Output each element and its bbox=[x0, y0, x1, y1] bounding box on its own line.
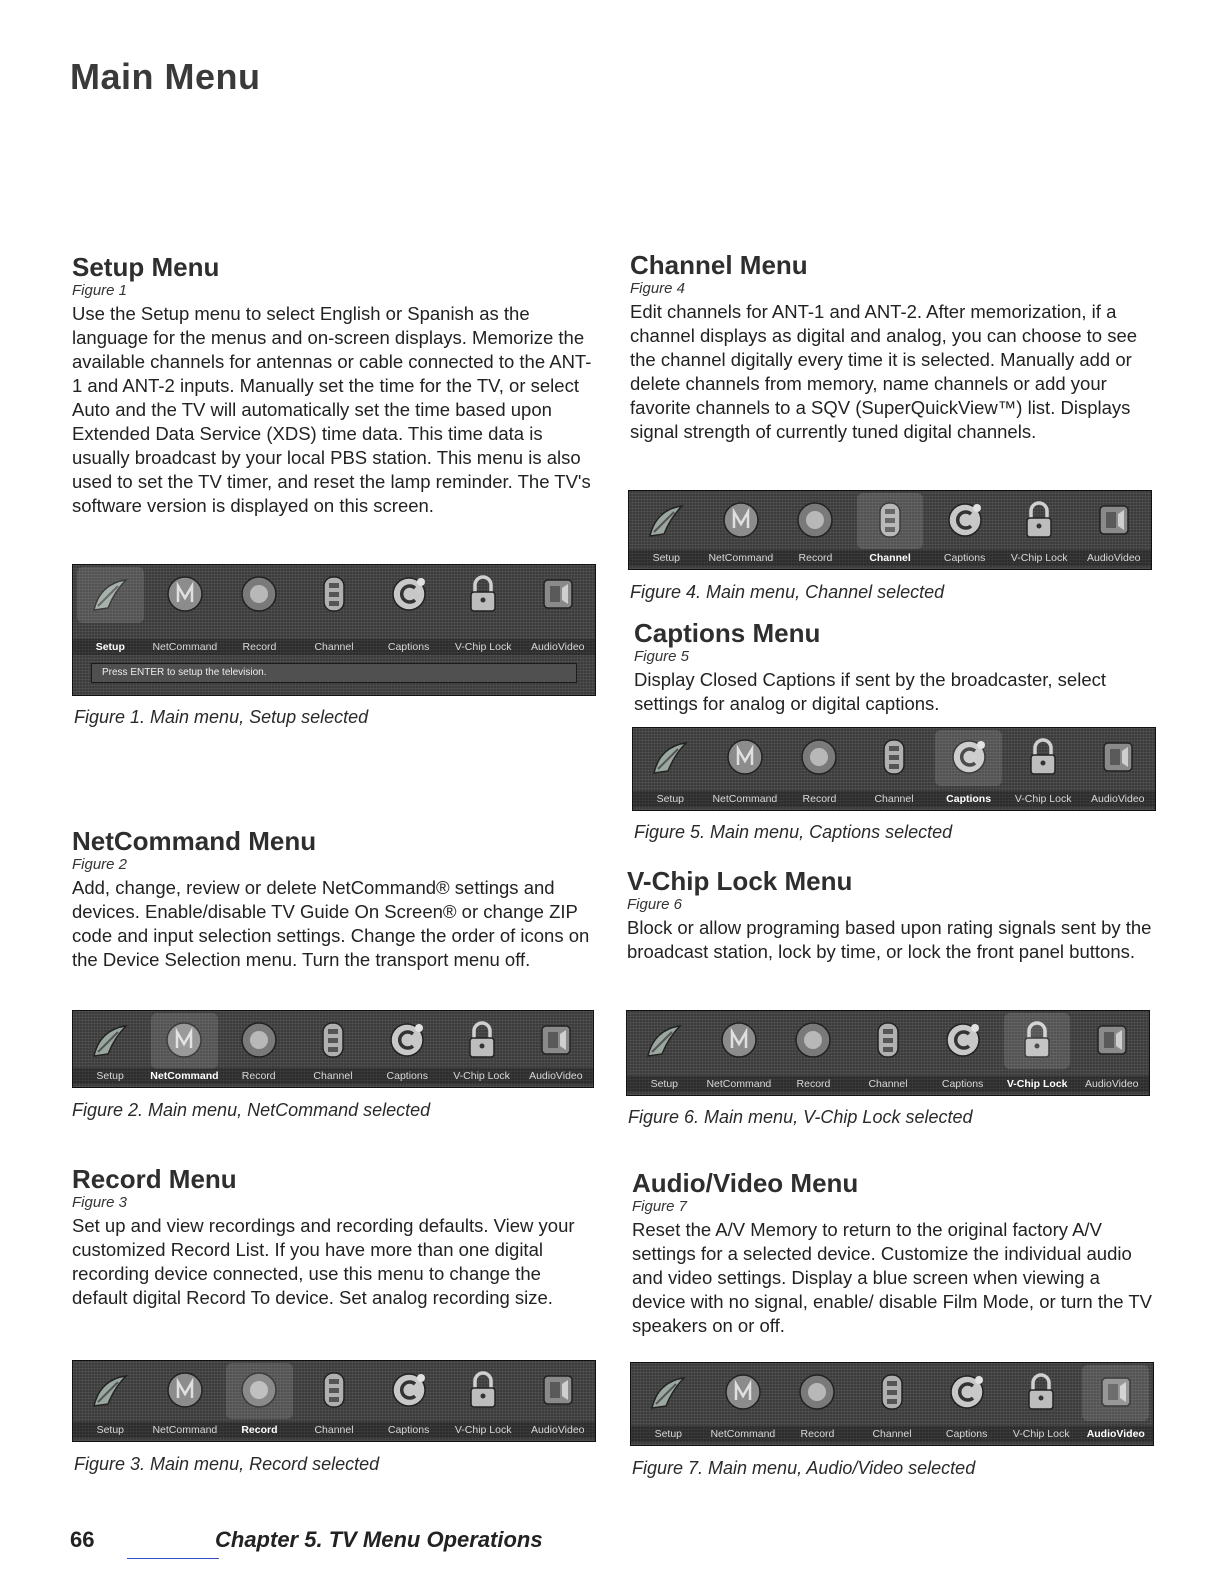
menu-label: V-Chip Lock bbox=[1010, 552, 1068, 564]
menu-label: Channel bbox=[874, 793, 914, 805]
menu-label: V-Chip Lock bbox=[454, 1424, 512, 1436]
menu-label-row bbox=[73, 1422, 595, 1438]
menu-label: Channel bbox=[868, 1078, 908, 1090]
section-body: Set up and view recordings and recording defaults. View your customized Record List. If you have more than one digital recording device connected, use this menu to change the default digital Record To device. Set analog recording size. bbox=[72, 1215, 575, 1308]
section-heading: Setup Menu bbox=[72, 252, 220, 282]
channel-icon bbox=[853, 497, 928, 543]
channel-icon bbox=[857, 734, 932, 780]
menu-label: NetCommand bbox=[706, 1078, 772, 1090]
section-body: Display Closed Captions if sent by the broadcaster, select settings for analog or digital captions. bbox=[634, 669, 1106, 714]
menu-label: Setup bbox=[650, 1078, 679, 1090]
figure-4-channel-menubar bbox=[628, 490, 1152, 570]
menu-label: AudioVideo bbox=[530, 641, 585, 653]
setup-menu-section bbox=[72, 252, 597, 518]
channel-icon bbox=[296, 1017, 370, 1063]
captions-icon bbox=[931, 734, 1006, 780]
figure-2-caption: Figure 2. Main menu, NetCommand selected bbox=[72, 1100, 431, 1120]
menu-label: Channel bbox=[313, 1070, 353, 1082]
vchip-lock-icon bbox=[1002, 497, 1077, 543]
menu-label: AudioVideo bbox=[1084, 1078, 1139, 1090]
section-body: Block or allow programing based upon rating signals sent by the broadcast station, lock by time, or lock the front panel buttons. bbox=[627, 917, 1152, 962]
menu-label-row bbox=[631, 1426, 1153, 1442]
menu-icon-row bbox=[631, 1369, 1153, 1415]
menu-label: Captions bbox=[946, 793, 992, 805]
audio-video-menu-section bbox=[632, 1168, 1154, 1338]
section-heading: Audio/Video Menu bbox=[632, 1168, 859, 1198]
menu-label: Captions bbox=[941, 1078, 984, 1090]
menu-label: AudioVideo bbox=[530, 1424, 585, 1436]
figure-reference: Figure 6 bbox=[627, 896, 683, 913]
menu-label: Channel bbox=[314, 641, 354, 653]
menu-label: Setup bbox=[96, 1424, 125, 1436]
audio-video-icon bbox=[1076, 497, 1151, 543]
menu-icon-row bbox=[627, 1017, 1149, 1063]
menu-label: Captions bbox=[387, 641, 430, 653]
figure-reference: Figure 7 bbox=[632, 1198, 688, 1215]
setup-icon bbox=[631, 1369, 706, 1415]
page-title: Main Menu bbox=[70, 56, 261, 97]
figure-reference: Figure 5 bbox=[634, 648, 690, 665]
menu-label: AudioVideo bbox=[529, 1070, 583, 1082]
setup-icon bbox=[633, 734, 708, 780]
section-body: Reset the A/V Memory to return to the original factory A/V settings for a selected device. Customize the individual audio and video settings. Display a blue screen when viewing a device with no signal, enable/ disable Film Mode, or turn the TV speakers on or off. bbox=[632, 1219, 1152, 1336]
figure-7-caption: Figure 7. Main menu, Audio/Video selected bbox=[632, 1458, 976, 1478]
menu-label: NetCommand bbox=[710, 1428, 776, 1440]
menu-label: Setup bbox=[95, 641, 125, 653]
menu-label: V-Chip Lock bbox=[1014, 793, 1072, 805]
menu-label: Captions bbox=[387, 1424, 430, 1436]
figure-reference: Figure 3 bbox=[72, 1194, 128, 1211]
menu-label: Captions bbox=[945, 1428, 988, 1440]
menu-label: V-Chip Lock bbox=[1006, 1078, 1068, 1090]
figure-reference: Figure 2 bbox=[72, 856, 128, 873]
menu-label: Record bbox=[802, 793, 837, 805]
channel-icon bbox=[297, 1367, 372, 1413]
setup-icon bbox=[627, 1017, 702, 1063]
netcommand-icon bbox=[148, 1367, 223, 1413]
menu-label: NetCommand bbox=[150, 1070, 219, 1082]
section-body: Add, change, review or delete NetCommand® settings and devices. Enable/disable TV Guide On Screen® or change ZIP code and input selection settings. Change the order of icons on the Device Selection menu. Turn the transport menu off. bbox=[72, 877, 590, 970]
record-icon bbox=[222, 1367, 297, 1413]
menu-label: Setup bbox=[656, 793, 685, 805]
audio-video-icon bbox=[520, 1367, 595, 1413]
menu-label-row bbox=[627, 1076, 1149, 1092]
menu-icon-row bbox=[73, 1017, 593, 1063]
setup-icon bbox=[629, 497, 704, 543]
section-heading: V-Chip Lock Menu bbox=[627, 866, 853, 896]
menu-label: Setup bbox=[96, 1070, 124, 1082]
captions-icon bbox=[927, 497, 1002, 543]
netcommand-icon bbox=[708, 734, 783, 780]
page-number: 66 bbox=[70, 1527, 95, 1552]
menu-label-row bbox=[73, 1068, 593, 1084]
channel-icon bbox=[855, 1369, 930, 1415]
audio-video-icon bbox=[520, 571, 595, 617]
menu-label: NetCommand bbox=[712, 793, 778, 805]
audio-video-icon bbox=[1074, 1017, 1149, 1063]
menu-label: AudioVideo bbox=[1090, 793, 1145, 805]
menu-icon-row bbox=[73, 571, 595, 617]
netcommand-icon bbox=[147, 1017, 221, 1063]
figure-3-caption: Figure 3. Main menu, Record selected bbox=[74, 1454, 380, 1474]
menu-icon-row bbox=[629, 497, 1151, 543]
figure-1-setup-menubar bbox=[72, 564, 596, 696]
menu-label: NetCommand bbox=[708, 552, 774, 564]
vchip-lock-icon bbox=[1006, 734, 1081, 780]
figure-5-caption: Figure 5. Main menu, Captions selected bbox=[634, 822, 953, 842]
menu-label: Channel bbox=[869, 552, 911, 564]
section-heading: Record Menu bbox=[72, 1164, 237, 1194]
netcommand-icon bbox=[148, 571, 223, 617]
setup-prompt-bar: Press ENTER to setup the television. bbox=[91, 663, 577, 683]
menu-label: Record bbox=[241, 1070, 276, 1082]
record-icon bbox=[780, 1369, 855, 1415]
record-icon bbox=[776, 1017, 851, 1063]
figure-7-audio-video-menubar bbox=[630, 1362, 1154, 1446]
menu-label: V-Chip Lock bbox=[453, 1070, 510, 1082]
menu-label: Channel bbox=[872, 1428, 912, 1440]
netcommand-icon bbox=[704, 497, 779, 543]
menu-label: Setup bbox=[652, 552, 681, 564]
setup-icon bbox=[73, 1017, 147, 1063]
vchip-lock-icon bbox=[444, 1017, 518, 1063]
netcommand-icon bbox=[706, 1369, 781, 1415]
menu-label: Record bbox=[798, 552, 833, 564]
menu-label: Setup bbox=[654, 1428, 683, 1440]
channel-icon bbox=[297, 571, 372, 617]
menu-label: V-Chip Lock bbox=[454, 641, 512, 653]
figure-6-caption: Figure 6. Main menu, V-Chip Lock selected bbox=[628, 1107, 973, 1127]
menu-label: V-Chip Lock bbox=[1012, 1428, 1070, 1440]
figure-1-caption: Figure 1. Main menu, Setup selected bbox=[74, 707, 369, 727]
vchip-lock-icon bbox=[446, 571, 521, 617]
section-heading: Captions Menu bbox=[634, 618, 821, 648]
menu-label-row bbox=[73, 639, 595, 655]
setup-icon bbox=[73, 1367, 148, 1413]
menu-label: AudioVideo bbox=[1086, 1428, 1145, 1440]
section-heading: Channel Menu bbox=[630, 250, 808, 280]
menu-icon-row bbox=[633, 734, 1155, 780]
vchip-lock-icon bbox=[1000, 1017, 1075, 1063]
menu-label: Record bbox=[800, 1428, 835, 1440]
menu-label: Captions bbox=[943, 552, 986, 564]
captions-icon bbox=[371, 1367, 446, 1413]
captions-menu-section bbox=[634, 618, 1154, 716]
record-menu-section bbox=[72, 1164, 597, 1310]
figure-4-caption: Figure 4. Main menu, Channel selected bbox=[630, 582, 945, 602]
section-heading: NetCommand Menu bbox=[72, 826, 317, 856]
menu-label: NetCommand bbox=[152, 641, 218, 653]
setup-icon bbox=[73, 571, 148, 617]
audio-video-icon bbox=[1080, 734, 1155, 780]
captions-icon bbox=[929, 1369, 1004, 1415]
footer-rule bbox=[127, 1558, 219, 1559]
vchip-lock-icon bbox=[1004, 1369, 1079, 1415]
record-icon bbox=[782, 734, 857, 780]
menu-label: AudioVideo bbox=[1086, 552, 1141, 564]
figure-6-vchip-lock-menubar bbox=[626, 1010, 1150, 1096]
channel-menu-section bbox=[630, 250, 1155, 444]
menu-label: Record bbox=[241, 1424, 278, 1436]
record-icon bbox=[222, 571, 297, 617]
figure-3-record-menubar bbox=[72, 1360, 596, 1442]
captions-icon bbox=[371, 571, 446, 617]
record-icon bbox=[222, 1017, 296, 1063]
audio-video-icon bbox=[1078, 1369, 1153, 1415]
audio-video-icon bbox=[519, 1017, 593, 1063]
figure-2-netcommand-menubar bbox=[72, 1010, 594, 1088]
menu-label: Record bbox=[796, 1078, 831, 1090]
menu-label: Captions bbox=[386, 1070, 428, 1082]
figure-reference: Figure 1 bbox=[72, 282, 128, 299]
menu-label-row bbox=[633, 791, 1155, 807]
menu-label-row bbox=[629, 550, 1151, 566]
netcommand-icon bbox=[702, 1017, 777, 1063]
captions-icon bbox=[925, 1017, 1000, 1063]
menu-label: Channel bbox=[314, 1424, 354, 1436]
menu-label: Record bbox=[242, 641, 277, 653]
captions-icon bbox=[370, 1017, 444, 1063]
menu-icon-row bbox=[73, 1367, 595, 1413]
record-icon bbox=[778, 497, 853, 543]
section-body: Use the Setup menu to select English or Spanish as the language for the menus and on-screen displays. Memorize the available channels for antennas or cable connected to the ANT-1 and ANT-2 inputs. Manually set the time for the TV, or select Auto and the TV will automatically set the time based upon Extended Data Service (XDS) time data. This time data is usually broadcast by your local PBS station. This menu is also used to set the TV timer, and reset the lamp reminder. The TV's software version is displayed on this screen. bbox=[72, 303, 592, 516]
figure-reference: Figure 4 bbox=[630, 280, 686, 297]
figure-5-captions-menubar bbox=[632, 727, 1156, 811]
menu-label: NetCommand bbox=[152, 1424, 218, 1436]
section-body: Edit channels for ANT-1 and ANT-2. After memorization, if a channel displays as digital and analog, you can choose to see the channel digitally every time it is selected. Manually add or delete channels from memory, name channels or add your favorite channels to a SQV (SuperQuickView™) list. Displays signal strength of currently tuned digital channels. bbox=[630, 301, 1138, 442]
vchip-lock-icon bbox=[446, 1367, 521, 1413]
netcommand-menu-section bbox=[72, 826, 597, 972]
channel-icon bbox=[851, 1017, 926, 1063]
chapter-title: Chapter 5. TV Menu Operations bbox=[215, 1527, 543, 1552]
vchip-lock-menu-section bbox=[627, 866, 1154, 964]
